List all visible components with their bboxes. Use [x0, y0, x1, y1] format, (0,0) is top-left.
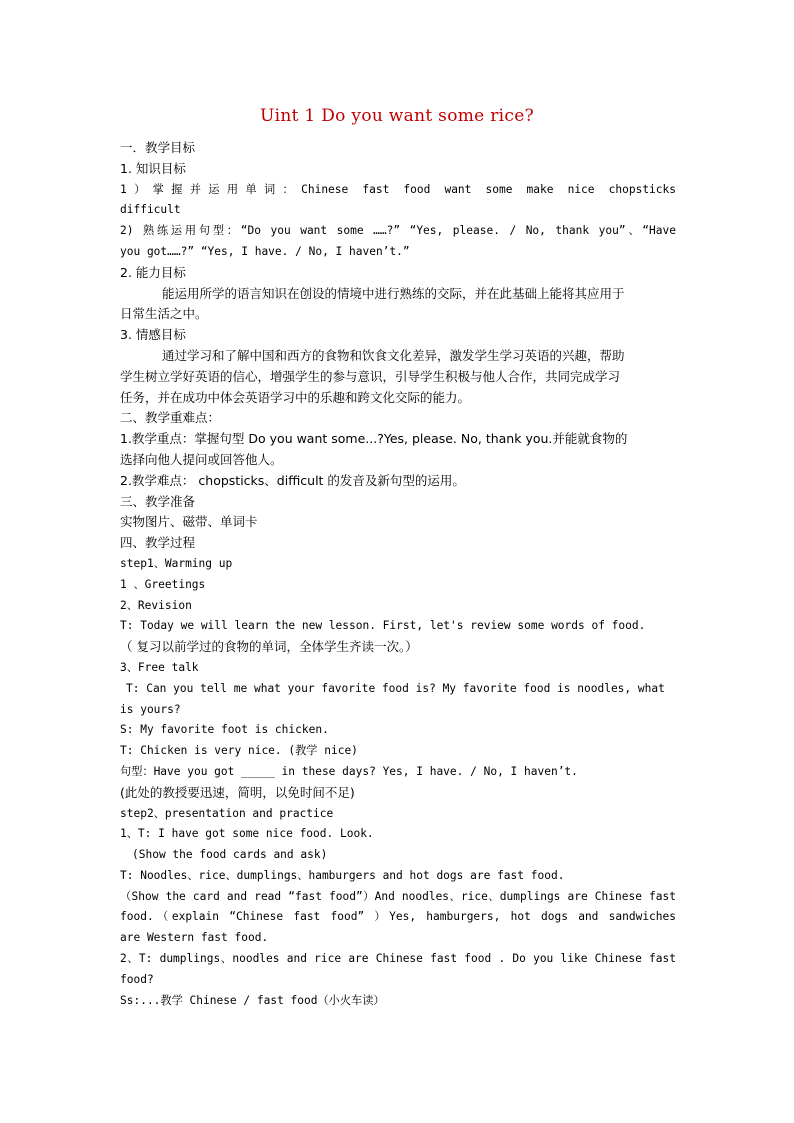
text-line: difficult — [120, 203, 181, 217]
section-heading-preparation: 三、教学准备 — [120, 493, 196, 509]
document-title: Uint 1 Do you want some rice? — [259, 106, 534, 126]
text-line: 1 、Greetings — [120, 577, 206, 591]
text-line: 2、T: dumplings、noodles and rice are Chinese fast food . Do you like Chinese fast — [120, 952, 676, 966]
text-line: 1）掌握并运用单词：Chinese fast food want some make nice chopsticks — [120, 182, 676, 196]
section-heading-key-points: 二、教学重难点： — [120, 410, 221, 426]
section-heading-objectives: 一．教学目标 — [120, 140, 196, 155]
text-line: (Show the food cards and ask) — [132, 848, 328, 862]
text-line: (此处的教授要迅速，简明，以免时间不足) — [120, 784, 355, 800]
text-line: 日常生活之中。 — [120, 306, 208, 322]
text-line: （ 复习以前学过的食物的单词，全体学生齐读一次。） — [120, 639, 418, 655]
text-line: 句型：Have you got _____ in these days? Yes, I have. / No, I haven’t. — [120, 764, 578, 778]
text-line: you got……?” “Yes, I have. / No, I haven’t.” — [120, 244, 410, 258]
text-line: 任务，并在成功中体会英语学习中的乐趣和跨文化交际的能力。 — [120, 389, 471, 405]
text-line: 3、Free talk — [120, 660, 199, 674]
subheading-emotion: 3. 情感目标 — [120, 327, 186, 343]
text-line: T: Noodles、rice、dumplings、hamburgers and hot dogs are fast food. — [120, 868, 565, 882]
text-line: 2、Revision — [120, 598, 192, 612]
subheading-knowledge: 1. 知识目标 — [120, 160, 186, 176]
text-line: 能运用所学的语言知识在创设的情境中进行熟练的交际，并在此基础上能将其应用于 — [162, 285, 625, 301]
text-line: 学生树立学好英语的信心，增强学生的参与意识，引导学生积极与他人合作，共同完成学习 — [120, 368, 621, 384]
text-line: food.（explain “Chinese fast food” ）Yes, hamburgers, hot dogs and sandwiches — [120, 910, 676, 924]
text-line: 2.教学难点： chopsticks、difficult 的发音及新句型的运用。 — [120, 472, 465, 488]
text-line: T: Today we will learn the new lesson. First, let's review some words of food. — [120, 619, 646, 633]
section-heading-process: 四、教学过程 — [120, 535, 196, 551]
text-line: Ss:...教学 Chinese / fast food（小火车读） — [120, 993, 385, 1007]
text-line: （Show the card and read “fast food”）And noodles、rice、dumplings are Chinese fast — [120, 889, 676, 903]
text-line: T: Chicken is very nice. (教学 nice) — [120, 744, 358, 758]
text-line: 通过学习和了解中国和西方的食物和饮食文化差异，激发学生学习英语的兴趣，帮助 — [162, 347, 625, 363]
step-heading: step2、presentation and practice — [120, 806, 334, 820]
text-line: 1.教学重点：掌握句型 Do you want some...?Yes, please. No, thank you.并能就食物的 — [120, 431, 628, 447]
step-heading: step1、Warming up — [120, 556, 233, 570]
text-line: 1、T: I have got some nice food. Look. — [120, 827, 374, 841]
subheading-ability: 2. 能力目标 — [120, 264, 186, 280]
text-line: S: My favorite foot is chicken. — [120, 723, 329, 737]
text-line: 2) 熟练运用句型：“Do you want some ……?” “Yes, please. / No, thank you”、“Have — [120, 224, 676, 238]
text-line: are Western fast food. — [120, 931, 269, 945]
text-line: T: Can you tell me what your favorite food is? My favorite food is noodles, what — [126, 681, 665, 695]
text-line: food? — [120, 972, 154, 986]
text-line: 选择向他人提问或回答他人。 — [120, 451, 283, 467]
text-line: 实物图片、磁带、单词卡 — [120, 514, 258, 530]
text-line: is yours? — [120, 702, 181, 716]
document-body — [120, 138, 676, 1011]
